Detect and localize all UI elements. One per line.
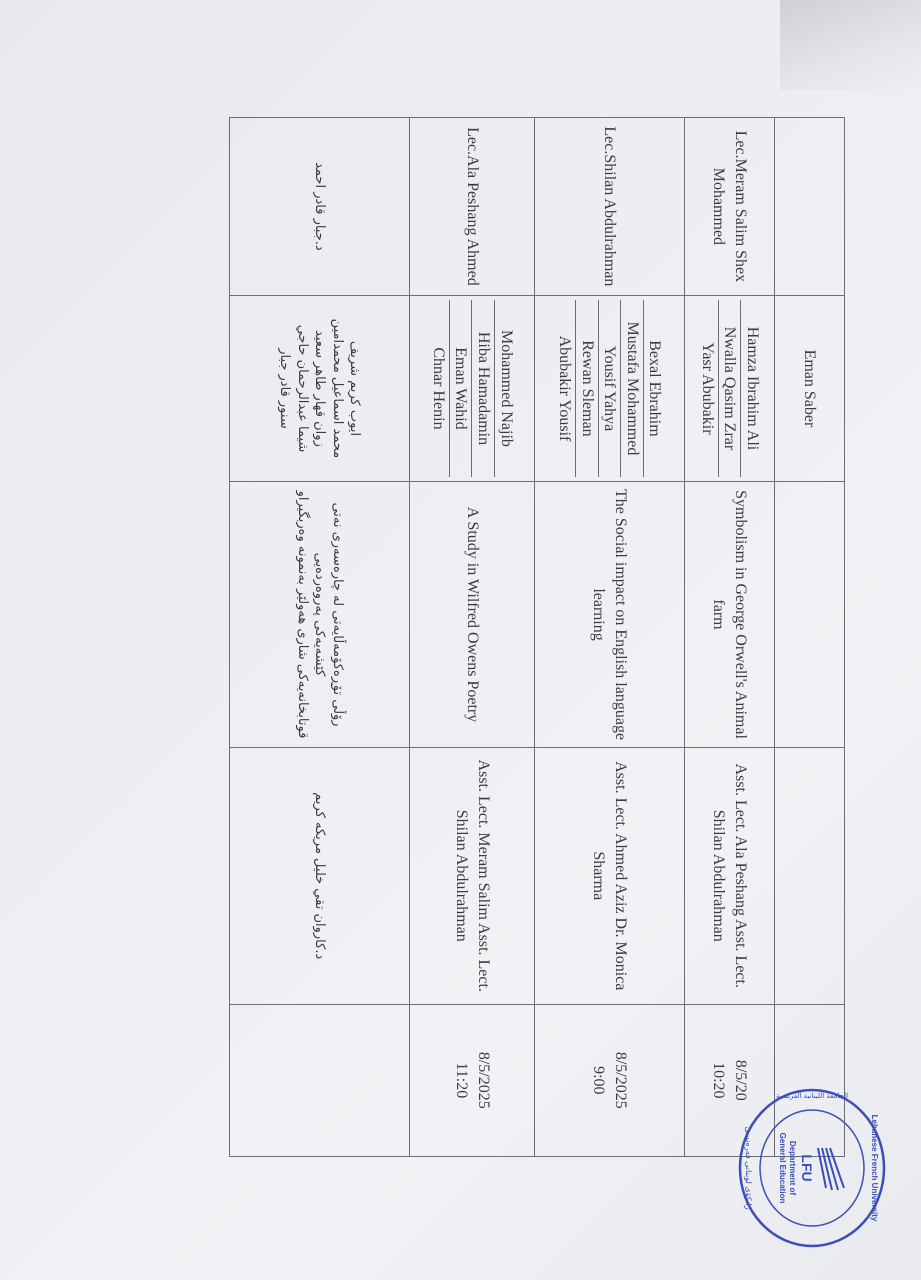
university-stamp — [722, 1088, 902, 1248]
student-name: Hiba Hamadamin — [472, 300, 495, 477]
table-row — [685, 118, 775, 1157]
title-cell — [230, 482, 410, 748]
title-cell: A Study in Wilfred Owens Poetry — [410, 482, 535, 748]
date-value: 8/5/2025 — [612, 1051, 630, 1109]
student-name: Mustafa Mohammed — [620, 300, 643, 477]
title-line: رۆڵی تۆڕەکۆمەڵایەتی لە چارەسەری نەتی کێشەیەکی پەروەردەیی — [312, 502, 345, 727]
date-cell — [535, 1004, 685, 1156]
stamp-logo-icon — [818, 1148, 844, 1190]
student-name: Mohammed Najib — [494, 300, 517, 477]
table-row — [775, 118, 845, 1157]
supervisor-cell: Lec.Shilan Abdulrahman — [535, 118, 685, 296]
examiners-cell — [775, 747, 845, 1004]
table-row — [230, 118, 410, 1157]
examiners-cell: Asst. Lect. Ahmed Aziz Dr. Monica Sharma — [535, 747, 685, 1004]
title-line: قوتابخانەیەکی شاری هەولێر بەنمونە وەربگیراو — [294, 490, 310, 739]
title-cell — [775, 482, 845, 748]
students-cell — [410, 295, 535, 481]
student-name: سنور قادر جبار — [277, 348, 293, 429]
student-name: Rewan Sleman — [575, 300, 598, 477]
student-name: Eman Wahid — [449, 300, 472, 477]
student-name: Yasr Abubakir — [698, 342, 716, 435]
table-row — [410, 118, 535, 1157]
stamp-department: Department of — [788, 1140, 797, 1196]
supervisor-cell: د.جبار قادر احمد — [230, 118, 410, 296]
time-value: 9:00 — [590, 1066, 608, 1095]
time-value: 10:20 — [710, 1062, 728, 1099]
student-name: Hamza Ibrahim Ali — [740, 300, 763, 477]
schedule-table — [229, 117, 845, 1157]
supervisor-cell — [775, 118, 845, 296]
supervisor-cell: Lec.Meram Salim Shex Mohammed — [685, 118, 775, 296]
student-name: ايوب كريم شريف — [347, 340, 363, 437]
examiners-cell: د.كاروان تقي خليل مريكه كريم — [230, 747, 410, 1004]
date-cell — [230, 1004, 410, 1156]
student-name: Chnar Henin — [429, 347, 447, 430]
student-name: Bexal Ebrahim — [643, 300, 666, 477]
student-name: Abubakir Yousif — [556, 335, 574, 442]
paper-fold-shadow — [780, 0, 921, 90]
table-row — [535, 118, 685, 1157]
students-cell — [685, 295, 775, 481]
student-name: Yousif Yahya — [598, 300, 621, 477]
stamp-arabic-name: الجامعة اللبنانية الفرنسية — [775, 1092, 849, 1100]
examiners-cell: Asst. Lect. Meram Salim Asst. Lect. Shilan Abdulrahman — [410, 747, 535, 1004]
students-cell — [230, 295, 410, 481]
date-value: 8/5/2025 — [474, 1051, 492, 1109]
date-value: 8/5/20 — [732, 1059, 750, 1101]
stamp-general-education: General Education — [778, 1132, 787, 1204]
students-cell — [535, 295, 685, 481]
schedule-table-rotated — [230, 117, 845, 1157]
title-cell: Symbolism in George Orwell's Animal farm — [685, 482, 775, 748]
title-cell: The Social impact on English language learning — [535, 482, 685, 748]
stamp-kurdish-name: زانكۆی لوبنانی فەرەنسی — [744, 1126, 753, 1210]
supervisor-cell: Lec.Ala Peshang Ahmed — [410, 118, 535, 296]
student-name: Nwalla Qasim Zrar — [718, 300, 741, 477]
stamp-university-name: Lebanese French University — [870, 1114, 879, 1222]
examiners-cell: Asst. Lect. Ala Peshang Asst. Lect. Shilan Abdulrahman — [685, 747, 775, 1004]
time-value: 11:20 — [453, 1062, 470, 1099]
stamp-lfu: LFU — [799, 1154, 815, 1182]
date-cell — [410, 1004, 535, 1156]
student-name: زوان قهار طاهر سعيد — [312, 330, 328, 447]
student-name: شيما عبدالرحمان حاجي — [294, 324, 310, 453]
students-cell: Eman Saber — [775, 295, 845, 481]
student-name: محمد اسماعيل محمدامين — [329, 318, 345, 459]
